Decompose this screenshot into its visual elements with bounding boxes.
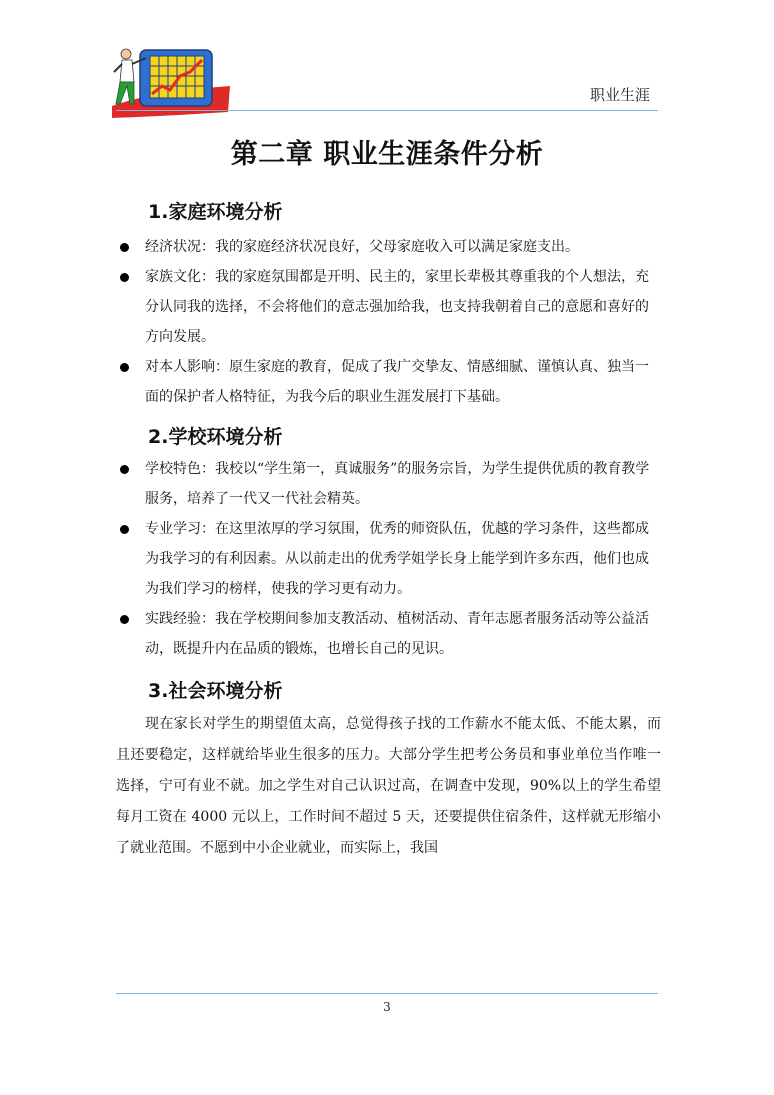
list-item: 学校特色：我校以“学生第一，真诚服务”的服务宗旨，为学生提供优质的教育教学服务，培养了一代又一代社会精英。 <box>116 454 661 514</box>
section-heading-family: 1.家庭环境分析 <box>148 201 283 223</box>
header-title: 职业生涯 <box>589 86 650 104</box>
page-number: 3 <box>383 1000 391 1014</box>
list-item: 实践经验：我在学校期间参加支教活动、植树活动、青年志愿者服务活动等公益活动，既提升内在品质的锻炼，也增长自己的见识。 <box>116 604 661 664</box>
school-environment-list <box>116 454 661 664</box>
career-logo-icon <box>110 42 232 118</box>
society-paragraph: 现在家长对学生的期望值太高，总觉得孩子找的工作薪水不能太低、不能太累，而且还要稳定，这样就给毕业生很多的压力。大部分学生把考公务员和事业单位当作唯一选择，宁可有业不就。加之学生对自己认识过高，在调查中发现，90%以上的学生希望每月工资在 4000 元以上，工作时间不超过 5 天，还要提供住宿条件，这样就无形缩小了就业范围。不愿到中小企业就业，而实际上，我国 <box>116 716 661 856</box>
footer-divider <box>116 993 658 994</box>
section-heading-society: 3.社会环境分析 <box>148 680 283 702</box>
list-item: 家族文化：我的家庭氛围都是开明、民主的，家里长辈极其尊重我的个人想法，充分认同我的选择，不会将他们的意志强加给我，也支持我朝着自己的意愿和喜好的方向发展。 <box>116 262 661 352</box>
section-heading-school: 2.学校环境分析 <box>148 426 283 448</box>
family-environment-list <box>116 232 661 412</box>
list-item: 对本人影响：原生家庭的教育，促成了我广交挚友、情感细腻、谨慎认真、独当一面的保护者人格特征，为我今后的职业生涯发展打下基础。 <box>116 352 661 412</box>
header-divider <box>116 110 658 111</box>
list-item: 经济状况：我的家庭经济状况良好，父母家庭收入可以满足家庭支出。 <box>116 232 661 262</box>
list-item: 专业学习：在这里浓厚的学习氛围，优秀的师资队伍，优越的学习条件，这些都成为我学习的有利因素。从以前走出的优秀学姐学长身上能学到许多东西，他们也成为我们学习的榜样，使我的学习更有动力。 <box>116 514 661 604</box>
chapter-title: 第二章 职业生涯条件分析 <box>230 139 544 170</box>
